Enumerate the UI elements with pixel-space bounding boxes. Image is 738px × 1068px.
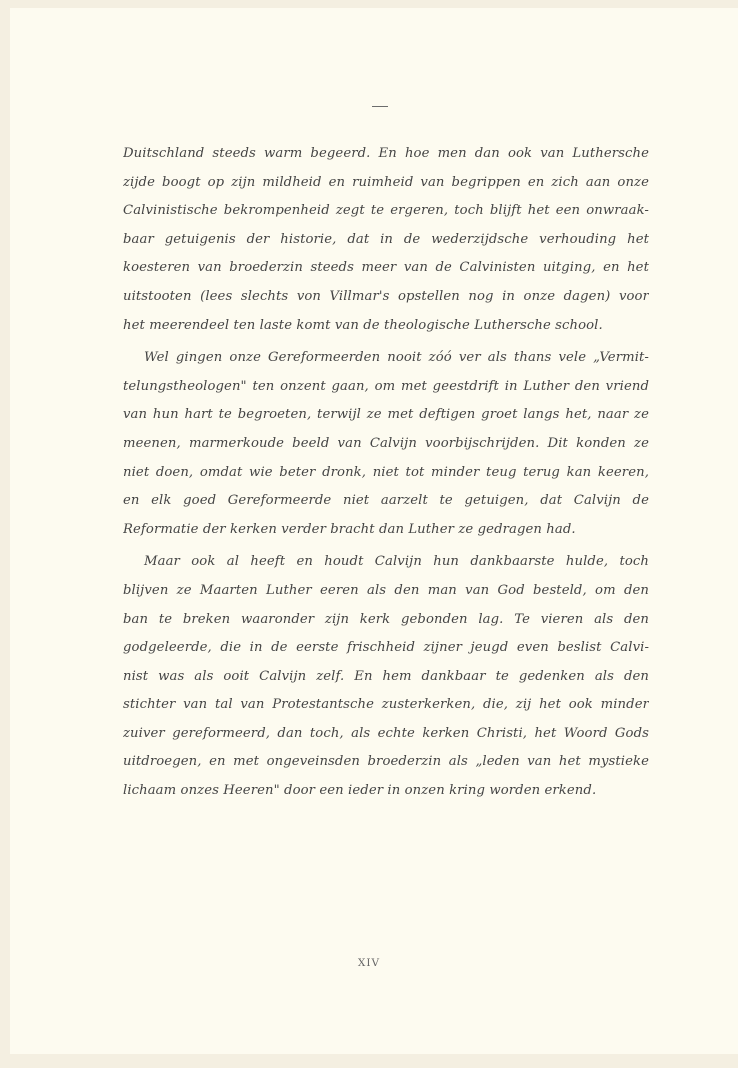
paragraph <box>123 140 649 340</box>
text-line: baar getuigenis der historie, dat in de wederzijdsche verhouding het <box>123 231 649 247</box>
text-line: godgeleerde, die in de eerste frischheid zijner jeugd even beslist Calvi- <box>123 640 649 656</box>
page-number: XIV <box>357 957 381 969</box>
text-line: Reformatie der kerken verder bracht dan Luther ze gedragen had. <box>123 521 576 537</box>
text-line: uitstooten (lees slechts von Villmar's opstellen nog in onze dagen) voor <box>123 288 649 304</box>
text-line: telungstheologen" ten onzent gaan, om met geestdrift in Luther den vriend <box>123 378 649 394</box>
text-line: van hun hart te begroeten, terwijl ze met deftigen groet langs het, naar ze <box>123 407 649 423</box>
text-line: zuiver gereformeerd, dan toch, als echte kerken Christi, het Woord Gods <box>123 725 649 741</box>
text-line: blijven ze Maarten Luther eeren als den man van God besteld, om den <box>123 582 649 598</box>
text-line: nist was als ooit Calvijn zelf. En hem dankbaar te gedenken als den <box>123 668 649 684</box>
text-line: en elk goed Gereformeerde niet aarzelt te getuigen, dat Calvijn de <box>123 493 649 509</box>
text-line: stichter van tal van Protestantsche zusterkerken, die, zij het ook minder <box>123 697 649 713</box>
text-line: niet doen, omdat wie beter dronk, niet tot minder teug terug kan keeren, <box>123 464 649 480</box>
text-line: zijde boogt op zijn mildheid en ruimheid van begrippen en zich aan onze <box>123 174 649 190</box>
body-text <box>123 140 649 806</box>
text-line: Calvinistische bekrompenheid zegt te ergeren, toch blijft het een onwraak- <box>123 203 649 219</box>
text-line: Duitschland steeds warm begeerd. En hoe men dan ook van Luthersche <box>123 146 649 161</box>
text-line: lichaam onzes Heeren" door een ieder in onzen kring worden erkend. <box>123 783 597 799</box>
paragraph <box>123 548 649 805</box>
text-line: koesteren van broederzin steeds meer van de Calvinisten uitging, en het <box>123 260 649 276</box>
header-dash <box>372 106 388 107</box>
paragraph <box>123 344 649 544</box>
text-line: het meerendeel ten laste komt van de theologische Luthersche school. <box>123 317 603 333</box>
text-line: ban te breken waaronder zijn kerk gebonden lag. Te vieren als den <box>123 611 649 627</box>
text-line: Maar ook al heeft en houdt Calvijn hun dankbaarste hulde, toch <box>144 554 649 570</box>
text-line: meenen, marmerkoude beeld van Calvijn voorbijschrijden. Dit konden ze <box>123 435 649 451</box>
text-line: Wel gingen onze Gereformeerden nooit zóó ver als thans vele „Vermit- <box>144 350 649 366</box>
text-line: uitdroegen, en met ongeveinsden broederzin als „leden van het mystieke <box>123 754 649 770</box>
